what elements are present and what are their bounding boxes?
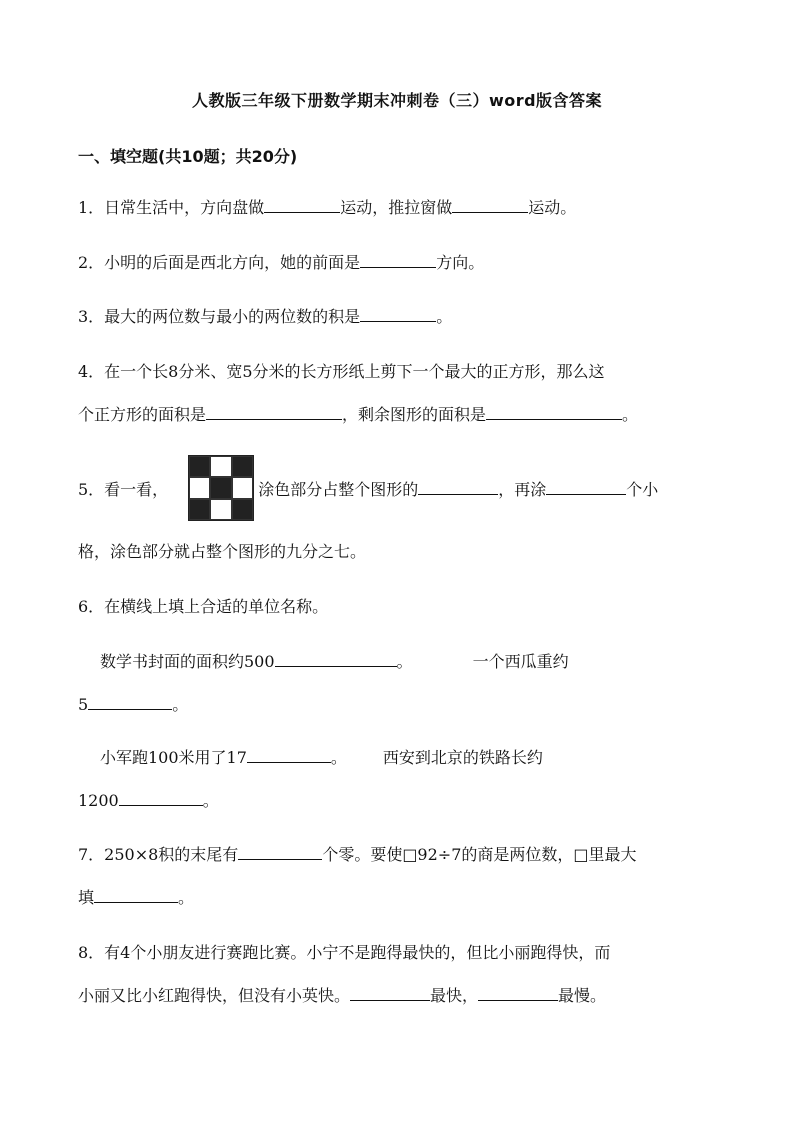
question-3: 3．最大的两位数与最小的两位数的积是 。 bbox=[78, 307, 453, 326]
checker-grid-figure bbox=[188, 455, 254, 521]
question-4-line-2: 个正方形的面积是 ，剩余图形的面积是 。 bbox=[78, 405, 639, 424]
answer-blank[interactable] bbox=[486, 403, 622, 420]
grid-cell-light bbox=[210, 456, 231, 477]
grid-cell-light bbox=[189, 477, 210, 498]
answer-blank[interactable] bbox=[350, 984, 430, 1001]
answer-blank[interactable] bbox=[264, 196, 340, 213]
grid-cell-dark bbox=[232, 456, 253, 477]
question-4-line-1: 4．在一个长8分米、宽5分米的长方形纸上剪下一个最大的正方形，那么这 bbox=[78, 362, 605, 381]
answer-blank[interactable] bbox=[238, 843, 322, 860]
answer-blank[interactable] bbox=[546, 478, 626, 495]
question-5-line-1: 5．看一看， 涂色部分占整个图形的 ，再涂 个小 bbox=[78, 480, 659, 499]
question-6-row-3: 小军跑100米用了17 。 西安到北京的铁路长约 bbox=[100, 748, 543, 767]
question-6-row-1: 数学书封面的面积约500 。 一个西瓜重约 bbox=[100, 652, 569, 671]
section-heading: 一、填空题(共10题；共20分) bbox=[78, 147, 298, 166]
grid-cell-light bbox=[232, 477, 253, 498]
answer-blank[interactable] bbox=[360, 251, 436, 268]
grid-cell-dark bbox=[189, 456, 210, 477]
question-6-row-2: 5 。 bbox=[78, 695, 189, 714]
grid-cell-dark bbox=[232, 499, 253, 520]
answer-blank[interactable] bbox=[360, 305, 436, 322]
question-2: 2．小明的后面是西北方向，她的前面是 方向。 bbox=[78, 253, 485, 272]
question-6-row-4: 1200 。 bbox=[78, 791, 219, 810]
answer-blank[interactable] bbox=[119, 789, 203, 806]
grid-cell-dark bbox=[210, 477, 231, 498]
answer-blank[interactable] bbox=[88, 693, 172, 710]
question-5-line-2: 格，涂色部分就占整个图形的九分之七。 bbox=[78, 542, 367, 561]
question-8-line-2: 小丽又比小红跑得快，但没有小英快。 最快， 最慢。 bbox=[78, 986, 607, 1005]
answer-blank[interactable] bbox=[94, 886, 178, 903]
question-7-line-2: 填 。 bbox=[78, 888, 195, 907]
answer-blank[interactable] bbox=[275, 650, 397, 667]
question-6-line-1: 6．在横线上填上合适的单位名称。 bbox=[78, 597, 329, 616]
answer-blank[interactable] bbox=[452, 196, 528, 213]
answer-blank[interactable] bbox=[247, 746, 331, 763]
page-title: 人教版三年级下册数学期末冲刺卷（三）word版含答案 bbox=[191, 91, 603, 110]
grid-cell-light bbox=[210, 499, 231, 520]
answer-blank[interactable] bbox=[206, 403, 342, 420]
question-8-line-1: 8．有4个小朋友进行赛跑比赛。小宁不是跑得最快的，但比小丽跑得快，而 bbox=[78, 943, 611, 962]
question-1: 1．日常生活中，方向盘做 运动，推拉窗做 运动。 bbox=[78, 198, 577, 217]
grid-cell-dark bbox=[189, 499, 210, 520]
answer-blank[interactable] bbox=[418, 478, 498, 495]
question-7-line-1: 7．250×8积的末尾有 个零。要使□92÷7的商是两位数，□里最大 bbox=[78, 845, 637, 864]
answer-blank[interactable] bbox=[478, 984, 558, 1001]
